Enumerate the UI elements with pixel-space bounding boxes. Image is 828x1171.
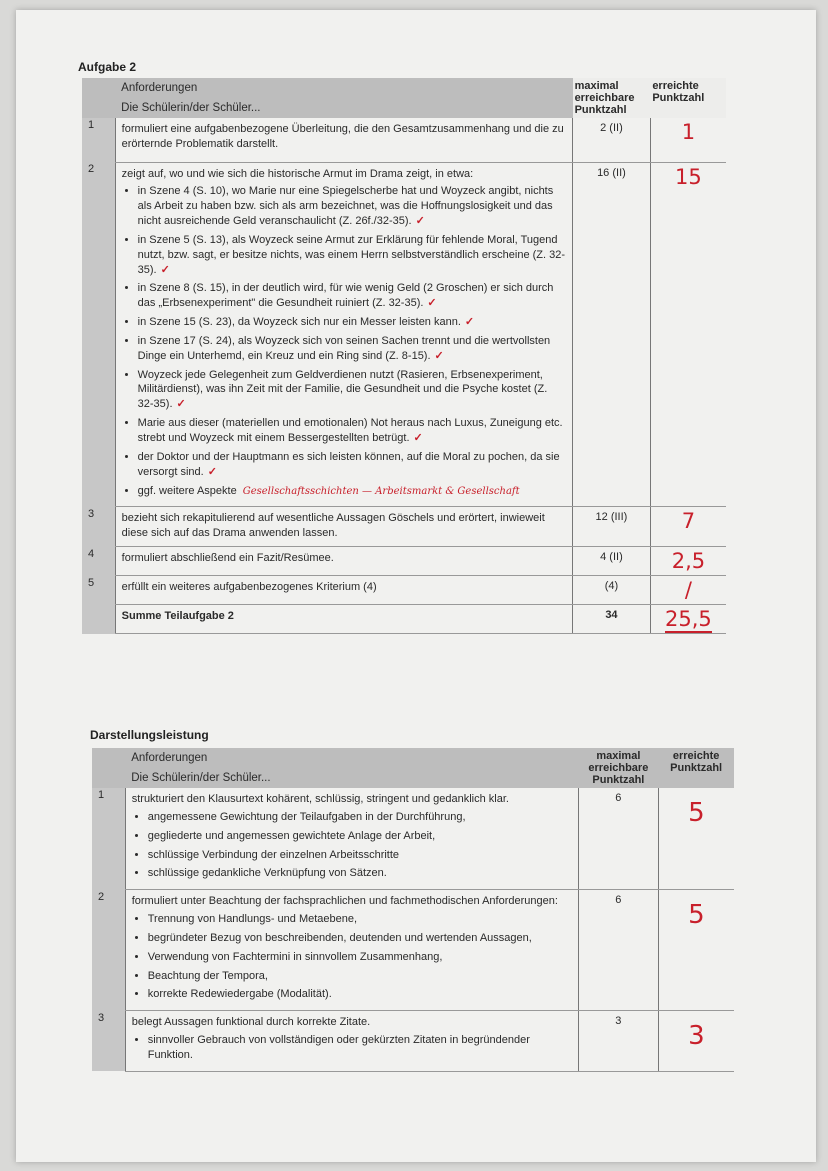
- bullet-text: schlüssige gedankliche Verknüpfung von Sätzen.: [147, 867, 387, 880]
- bullet-text: korrekte Redewiedergabe (Modalität).: [147, 988, 332, 1001]
- max-points-cell: 6: [578, 890, 658, 1011]
- achieved-points-cell: 1: [650, 118, 726, 162]
- requirement-cell: [115, 118, 572, 162]
- row-number: 3: [82, 507, 115, 547]
- achieved-points-cell: 5: [658, 890, 734, 1011]
- checkmark-icon: ✓: [413, 432, 423, 444]
- table-row: [92, 1011, 734, 1072]
- checkmark-icon: ✓: [160, 263, 170, 276]
- table-row: [82, 162, 726, 507]
- bullet-text: angemessene Gewichtung der Teilaufgaben in der Durchführung,: [147, 810, 466, 823]
- requirement-cell: [125, 1011, 578, 1072]
- bullet-item: [148, 950, 572, 965]
- achieved-points-cell: 2,5: [650, 547, 726, 576]
- bullet-item: [148, 829, 572, 844]
- row-number: 3: [92, 1011, 125, 1072]
- max-points-cell: (4): [573, 576, 651, 605]
- handwritten-note: Gesellschaftsschichten — Arbeitsmarkt & Gesellschaft: [242, 485, 520, 497]
- requirement-cell: [125, 890, 578, 1011]
- bullet-item: [138, 334, 566, 364]
- row-number: 1: [92, 788, 125, 890]
- bullet-item: [138, 368, 566, 413]
- bullet-item: [148, 969, 572, 984]
- bullet-text: in Szene 15 (S. 23), da Woyzeck sich nur ein Messer leisten kann.: [137, 316, 461, 329]
- bullet-text: der Doktor und der Hauptmann es sich leisten können, auf die Moral zu pochen, da sie versorgt sind.: [137, 450, 560, 478]
- header-requirements: Anforderungen Die Schülerin/der Schüler...: [121, 82, 261, 114]
- bullet-text: ggf. weitere Aspekte: [137, 484, 237, 497]
- requirement-cell: [115, 547, 572, 576]
- bullet-item: [138, 315, 566, 330]
- achieved-points-cell: 7: [650, 507, 726, 547]
- task2-table: [82, 78, 726, 634]
- sum-max: 34: [573, 605, 651, 634]
- bullet-text: Verwendung von Fachtermini in sinnvollem Zusammenhang,: [147, 950, 443, 963]
- bullet-item: [148, 912, 572, 927]
- requirement-text: bezieht sich rekapitulierend auf wesentliche Aussagen Göschels und erörtert, inwieweit diese sich auf das Drama anwenden lassen.: [121, 512, 545, 540]
- requirement-text: strukturiert den Klausurtext kohärent, schlüssig, stringent und gedanklich klar.: [131, 793, 509, 805]
- bullet-item: [138, 281, 566, 311]
- achieved-points-cell: 15: [650, 162, 726, 507]
- bullet-item: [148, 987, 572, 1002]
- bullet-list: [132, 810, 572, 881]
- table-row: [92, 890, 734, 1011]
- bullet-item: [138, 416, 566, 446]
- max-points-cell: 6: [578, 788, 658, 890]
- bullet-text: gegliederte und angemessen gewichtete Anlage der Arbeit,: [147, 829, 436, 842]
- bullet-item: [138, 450, 566, 480]
- row-number: 4: [82, 547, 115, 576]
- table-row: [82, 507, 726, 547]
- sum-score: 25,5: [650, 605, 726, 634]
- section-title-task2: Aufgabe 2: [78, 60, 137, 74]
- bullet-text: in Szene 5 (S. 13), als Woyzeck seine Armut zur Erklärung für fehlende Moral, Tugend nutzt, bzw. sagt, er besitze nichts, was einem Herrn selbstverständlich erscheine (Z. 32-35).: [137, 233, 566, 276]
- checkmark-icon: ✓: [434, 349, 444, 362]
- sum-label: Summe Teilaufgabe 2: [115, 605, 572, 634]
- table-row: [82, 118, 726, 162]
- presentation-table: [92, 748, 734, 1072]
- bullet-text: in Szene 4 (S. 10), wo Marie nur eine Spiegelscherbe hat und Woyzeck angibt, nichts als Arbeit zu haben bzw. sich als arm bezeichnet, was die Hoffnungslosigkeit und das nicht ausreichende Geld veranschaulicht (Z. 26f./32-35).: [137, 185, 554, 228]
- requirement-cell: [125, 788, 578, 890]
- row-number: 1: [82, 118, 115, 162]
- achieved-points-cell: 5: [658, 788, 734, 890]
- bullet-text: Woyzeck jede Gelegenheit zum Geldverdienen nutzt (Rasieren, Erbsenexperiment, Militärdienst), was ihn Zeit mit der Familie, die Gesundheit und die Psyche kostet (Z. 32-35).: [137, 368, 548, 411]
- bullet-text: Marie aus dieser (materiellen und emotionalen) Not heraus nach Luxus, Zuneigung etc. strebt und Woyzeck mit einem Bessergestellten betrügt.: [137, 417, 563, 444]
- requirement-cell: [115, 507, 572, 547]
- max-points-cell: 2 (II): [573, 118, 651, 162]
- header-max-points: maximal erreichbare Punktzahl: [588, 750, 649, 786]
- requirement-text: zeigt auf, wo und wie sich die historische Armut im Drama zeigt, in etwa:: [121, 167, 474, 180]
- header-requirements: Anforderungen Die Schülerin/der Schüler...: [131, 752, 271, 784]
- bullet-item: [138, 184, 566, 229]
- header-achieved-points: erreichte Punktzahl: [670, 750, 723, 774]
- table-row: [82, 576, 726, 605]
- bullet-item: [138, 484, 566, 499]
- header-achieved-points: erreichte Punktzahl: [650, 78, 726, 118]
- checkmark-icon: ✓: [415, 215, 425, 228]
- requirement-text: formuliert eine aufgabenbezogene Überleitung, die den Gesamtzusammenhang und die zu erörternde Problematik darstellt.: [121, 123, 564, 150]
- bullet-item: [138, 233, 566, 278]
- bullet-text: Trennung von Handlungs- und Metaebene,: [147, 913, 358, 926]
- checkmark-icon: ✓: [427, 297, 437, 310]
- bullet-item: [148, 848, 572, 863]
- requirement-text: formuliert abschließend ein Fazit/Resümee.: [121, 552, 334, 565]
- bullet-text: sinnvoller Gebrauch von vollständigen oder gekürzten Zitaten in begründender Funktion.: [147, 1034, 530, 1061]
- checkmark-icon: ✓: [176, 398, 186, 411]
- sum-row: [82, 605, 726, 634]
- bullet-text: schlüssige Verbindung der einzelnen Arbeitsschritte: [147, 848, 400, 861]
- header-max-points: maximal erreichbare Punktzahl: [573, 78, 651, 118]
- bullet-text: in Szene 17 (S. 24), als Woyzeck sich von seinen Sachen trennt und die wertvollsten Dinge ein Unterhemd, ein Kreuz und ein Ring sind (Z. 8-15).: [137, 334, 551, 362]
- row-number: 2: [82, 162, 115, 507]
- max-points-cell: 4 (II): [573, 547, 651, 576]
- table-header: [92, 748, 734, 788]
- table-row: [92, 788, 734, 890]
- bullet-text: begründeter Bezug von beschreibenden, deutenden und wertenden Aussagen,: [147, 931, 532, 944]
- achieved-points-cell: /: [650, 576, 726, 605]
- table-row: [82, 547, 726, 576]
- requirement-cell: [115, 162, 572, 507]
- section-title-presentation: Darstellungsleistung: [90, 728, 209, 742]
- bullet-item: [148, 866, 572, 881]
- bullet-list: [122, 184, 566, 498]
- table-header: [82, 78, 726, 118]
- requirement-text: erfüllt ein weiteres aufgabenbezogenes Kriterium (4): [121, 581, 377, 594]
- row-number: 2: [92, 890, 125, 1011]
- achieved-points-cell: 3: [658, 1011, 734, 1072]
- bullet-item: [148, 810, 572, 825]
- row-number: 5: [82, 576, 115, 605]
- bullet-list: [132, 1033, 572, 1063]
- checkmark-icon: ✓: [464, 316, 475, 329]
- bullet-text: in Szene 8 (S. 15), in der deutlich wird, für wie wenig Geld (2 Groschen) er sich durch das „Erbsenexperiment" die Gesundheit ruiniert (Z. 32-35).: [137, 282, 554, 310]
- bullet-item: [148, 1033, 572, 1063]
- max-points-cell: 16 (II): [573, 162, 651, 507]
- requirement-text: formuliert unter Beachtung der fachsprachlichen und fachmethodischen Anforderungen:: [131, 895, 558, 908]
- bullet-text: Beachtung der Tempora,: [147, 969, 268, 982]
- bullet-list: [132, 912, 572, 1002]
- requirement-cell: [115, 576, 572, 605]
- requirement-text: belegt Aussagen funktional durch korrekte Zitate.: [131, 1016, 371, 1029]
- bullet-item: [148, 931, 572, 946]
- max-points-cell: 12 (III): [573, 507, 651, 547]
- max-points-cell: 3: [578, 1011, 658, 1072]
- checkmark-icon: ✓: [207, 465, 217, 478]
